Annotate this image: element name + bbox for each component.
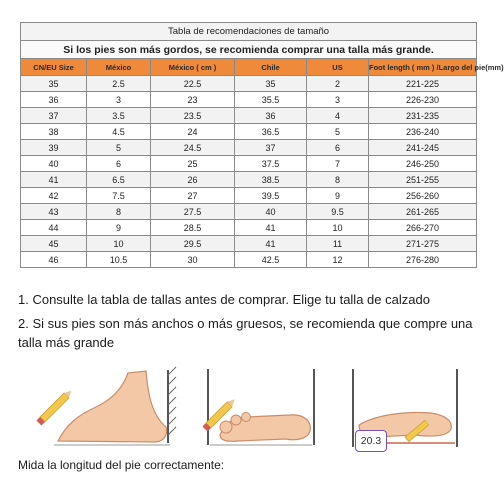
size-chart-table	[20, 22, 504, 268]
table-cell: 2	[307, 76, 369, 92]
table-cell: 256-260	[369, 188, 477, 204]
instruction-line-1: 1. Consulte la tabla de tallas antes de comprar. Elige tu talla de calzado	[18, 292, 430, 307]
table-cell: 5	[307, 124, 369, 140]
table-cell: 276-280	[369, 252, 477, 268]
column-header: Chile	[235, 59, 307, 76]
table-cell: 40	[235, 204, 307, 220]
table-row	[21, 188, 477, 204]
table-cell: 226-230	[369, 92, 477, 108]
table-subtitle-row	[21, 41, 477, 59]
table-cell: 39.5	[235, 188, 307, 204]
table-cell: 10	[87, 236, 151, 252]
table-row	[21, 236, 477, 252]
column-header: CN/EU Size	[21, 59, 87, 76]
table-cell: 8	[87, 204, 151, 220]
table-cell: 28.5	[151, 220, 235, 236]
table-row	[21, 140, 477, 156]
table-cell: 3	[87, 92, 151, 108]
table-cell: 38	[21, 124, 87, 140]
table-row	[21, 76, 477, 92]
table-cell: 9	[307, 188, 369, 204]
table-row	[21, 156, 477, 172]
table-cell: 241-245	[369, 140, 477, 156]
table-subtitle: Si los pies son más gordos, se recomienda comprar una talla más grande.	[21, 41, 477, 59]
table-cell: 5	[87, 140, 151, 156]
table-cell: 27	[151, 188, 235, 204]
table-cell: 11	[307, 236, 369, 252]
table-cell: 6	[307, 140, 369, 156]
table-cell: 7	[307, 156, 369, 172]
table-cell: 40	[21, 156, 87, 172]
table-cell: 35.5	[235, 92, 307, 108]
table-cell: 22.5	[151, 76, 235, 92]
table-cell: 41	[21, 172, 87, 188]
column-header: México ( cm )	[151, 59, 235, 76]
table-cell: 36.5	[235, 124, 307, 140]
table-cell: 23.5	[151, 108, 235, 124]
foot-side-view-icon	[18, 365, 198, 455]
table-cell: 23	[151, 92, 235, 108]
table-cell: 12	[307, 252, 369, 268]
table-cell: 261-265	[369, 204, 477, 220]
table-row	[21, 92, 477, 108]
table-cell: 9.5	[307, 204, 369, 220]
table-cell: 246-250	[369, 156, 477, 172]
table-cell: 30	[151, 252, 235, 268]
table-row	[21, 108, 477, 124]
table-cell: 2.5	[87, 76, 151, 92]
table-cell: 236-240	[369, 124, 477, 140]
table-cell: 8	[307, 172, 369, 188]
table-cell: 10	[307, 220, 369, 236]
table-cell: 38.5	[235, 172, 307, 188]
table-row	[21, 252, 477, 268]
table-cell: 35	[21, 76, 87, 92]
table-cell: 3	[307, 92, 369, 108]
table-cell: 26	[151, 172, 235, 188]
table-cell: 37	[21, 108, 87, 124]
table-cell: 44	[21, 220, 87, 236]
table-cell: 251-255	[369, 172, 477, 188]
measurement-badge: 20.3	[355, 430, 387, 452]
table-cell: 24	[151, 124, 235, 140]
table-cell: 36	[235, 108, 307, 124]
table-cell: 35	[235, 76, 307, 92]
table-cell: 9	[87, 220, 151, 236]
table-cell: 45	[21, 236, 87, 252]
instruction-line-3: talla más grande	[18, 335, 115, 350]
foot-top-view-icon	[198, 365, 328, 455]
table-cell: 37.5	[235, 156, 307, 172]
table-row	[21, 220, 477, 236]
instruction-line-2: 2. Si sus pies son más anchos o más gruesos, se recomienda que compre una	[18, 316, 473, 331]
table-cell: 36	[21, 92, 87, 108]
table-cell: 266-270	[369, 220, 477, 236]
table-cell: 41	[235, 220, 307, 236]
measure-instruction: Mida la longitud del pie correctamente:	[18, 458, 225, 472]
table-cell: 4.5	[87, 124, 151, 140]
table-cell: 27.5	[151, 204, 235, 220]
table-cell: 4	[307, 108, 369, 124]
table-row	[21, 124, 477, 140]
table-cell: 41	[235, 236, 307, 252]
column-header: US	[307, 59, 369, 76]
table-cell: 10.5	[87, 252, 151, 268]
column-header: México	[87, 59, 151, 76]
table-cell: 6	[87, 156, 151, 172]
table-cell: 7.5	[87, 188, 151, 204]
table-header-row	[21, 59, 477, 76]
table-cell: 221-225	[369, 76, 477, 92]
table-cell: 43	[21, 204, 87, 220]
table-cell: 24.5	[151, 140, 235, 156]
table-cell: 46	[21, 252, 87, 268]
table-row	[21, 172, 477, 188]
table-title-row	[21, 23, 477, 41]
table-cell: 231-235	[369, 108, 477, 124]
table-cell: 39	[21, 140, 87, 156]
column-header: Foot length ( mm ) /Largo del pie(mm)	[369, 59, 477, 76]
table-row	[21, 204, 477, 220]
table-cell: 271-275	[369, 236, 477, 252]
table-cell: 25	[151, 156, 235, 172]
table-cell: 29.5	[151, 236, 235, 252]
table-cell: 37	[235, 140, 307, 156]
table-cell: 42.5	[235, 252, 307, 268]
table-cell: 3.5	[87, 108, 151, 124]
table-cell: 6.5	[87, 172, 151, 188]
table-title: Tabla de recomendaciones de tamaño	[21, 23, 477, 41]
table-cell: 42	[21, 188, 87, 204]
